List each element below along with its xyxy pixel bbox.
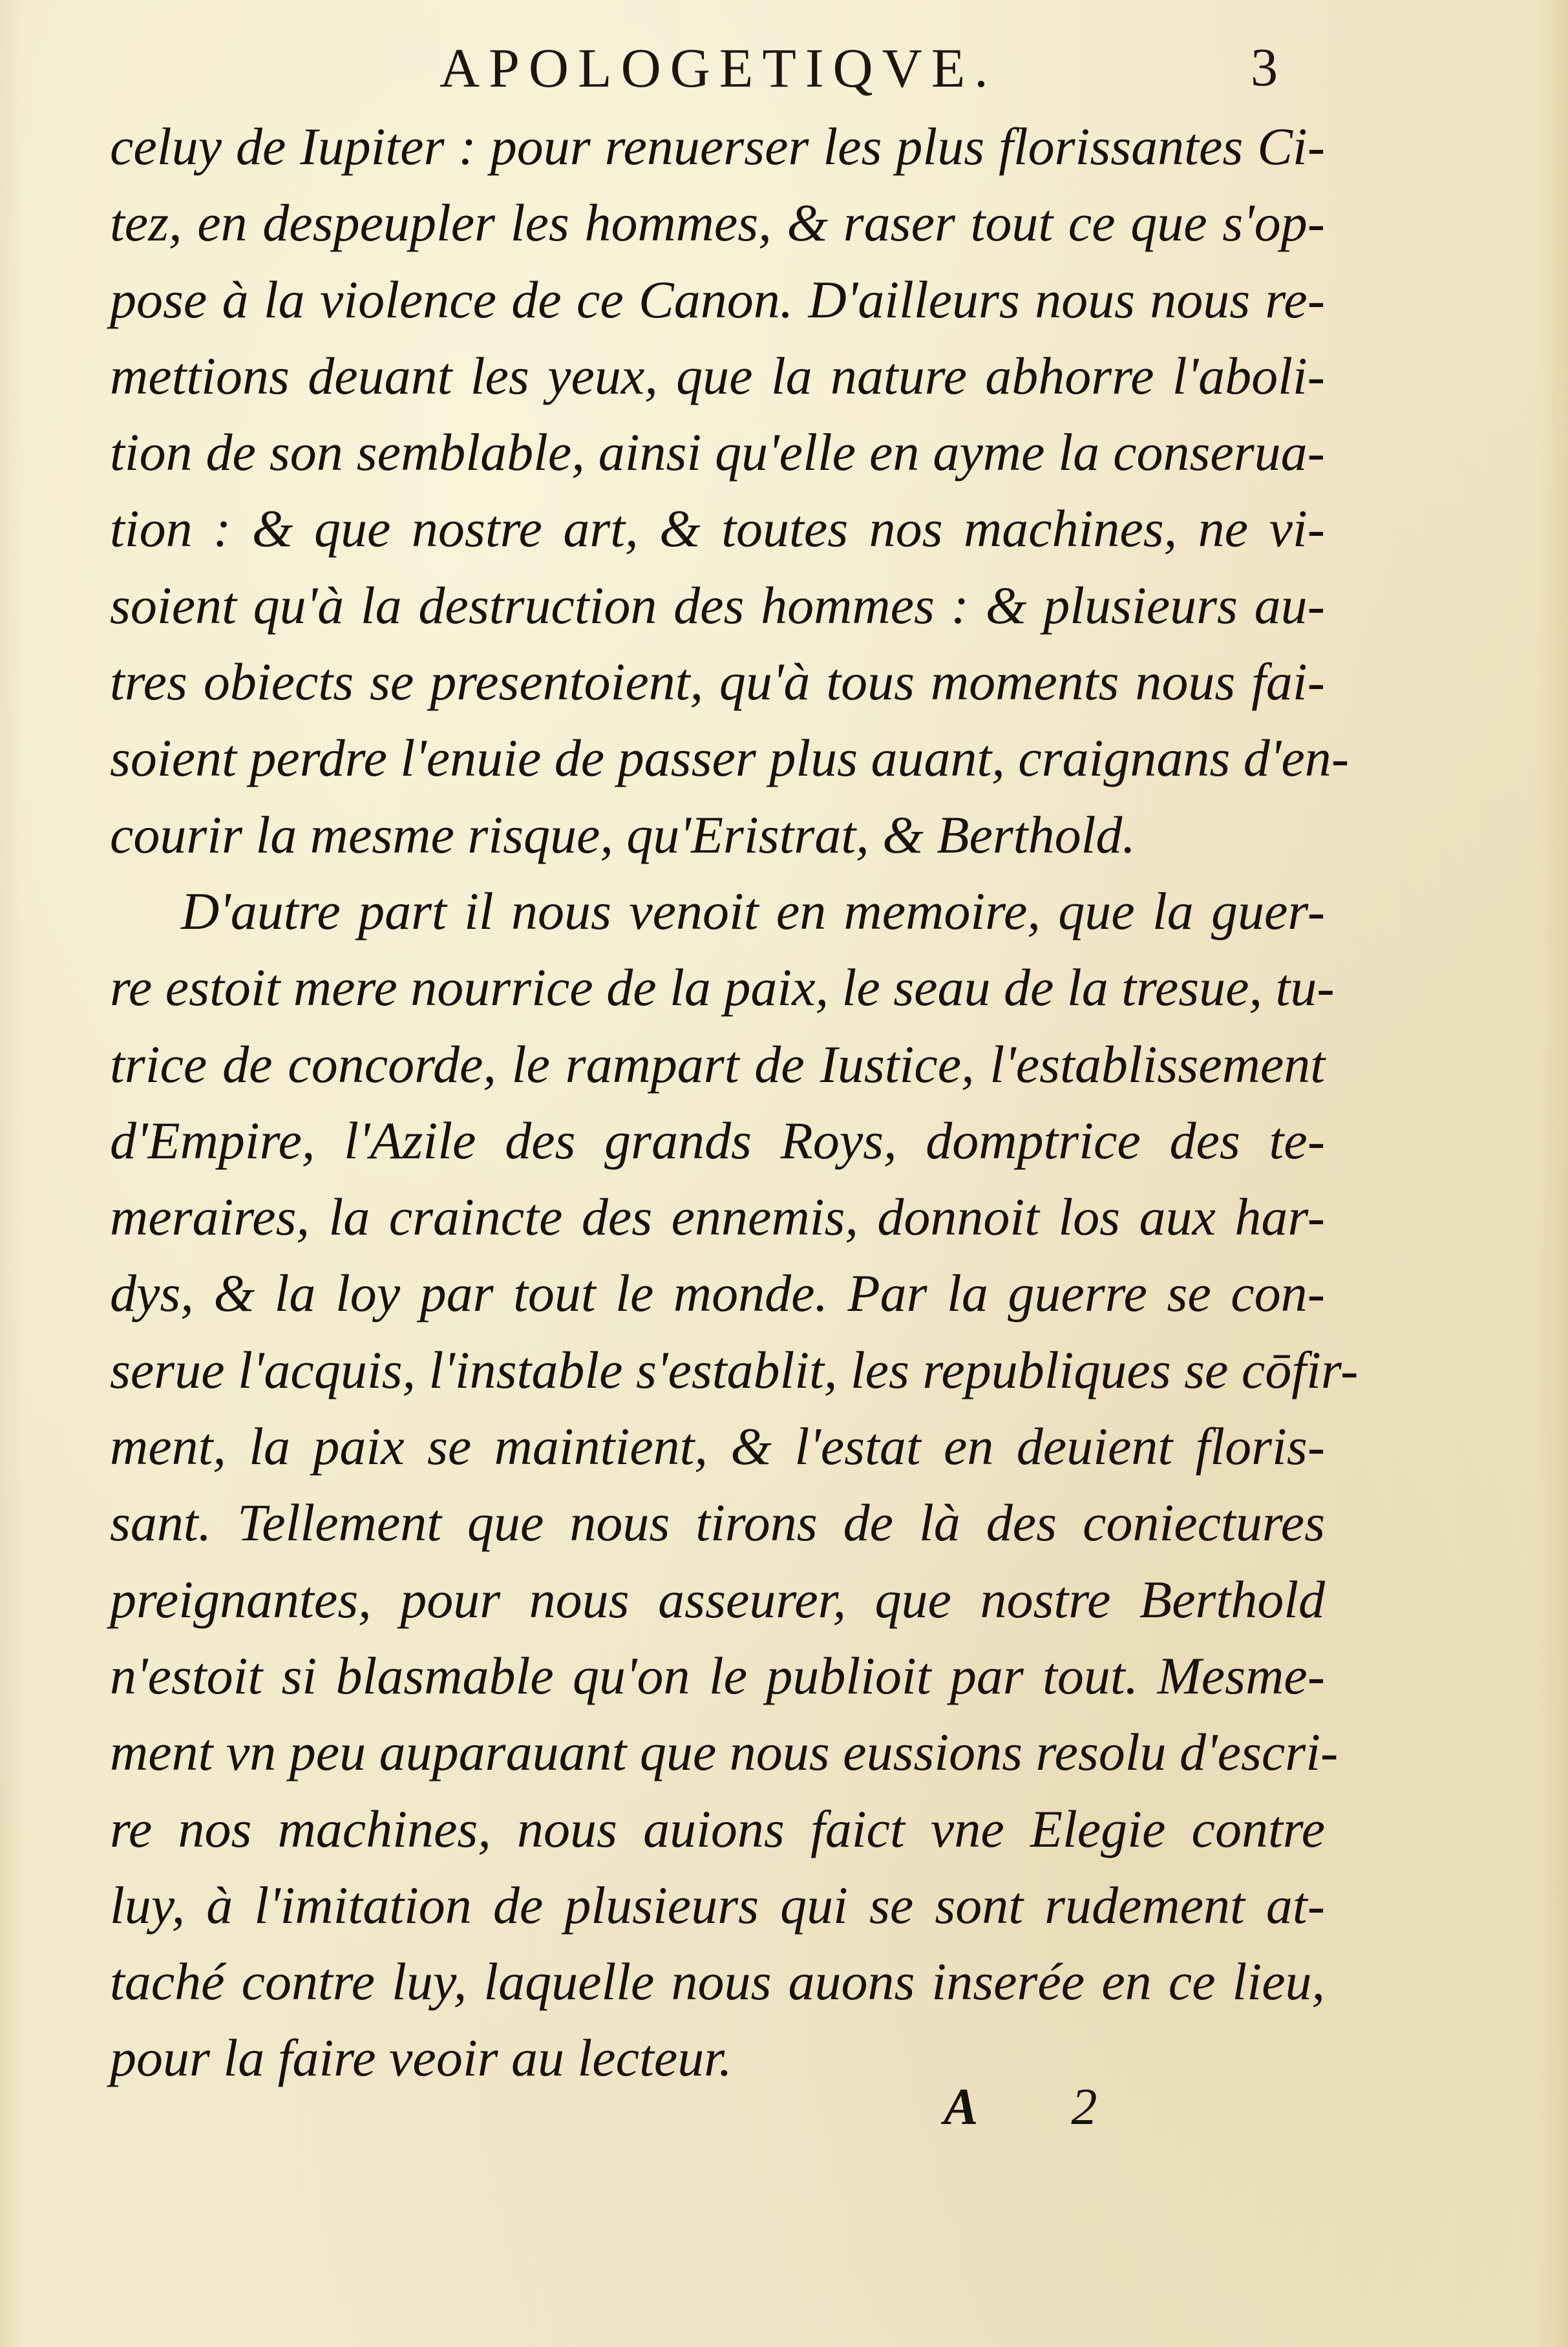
text-line: re nos machines, nous auions faict vne Elegie contre bbox=[110, 1799, 1325, 1858]
running-head bbox=[0, 32, 1568, 103]
text-line: pose à la violence de ce Canon. D'ailleurs nous nous re- bbox=[110, 270, 1325, 329]
paragraph-first-line: D'autre part il nous venoit en memoire, que la guer- bbox=[181, 881, 1325, 940]
text-line: tres obiects se presentoient, qu'à tous moments nous fai- bbox=[110, 652, 1325, 712]
text-line: serue l'acquis, l'instable s'establit, les republiques se cōfir- bbox=[110, 1340, 1359, 1399]
text-line: re estoit mere nourrice de la paix, le seau de la tresue, tu- bbox=[110, 958, 1335, 1017]
text-line: soient perdre l'enuie de passer plus auant, craignans d'en- bbox=[110, 728, 1350, 788]
text-line: soient qu'à la destruction des hommes : & plusieurs au- bbox=[110, 575, 1325, 635]
text-line: n'estoit si blasmable qu'on le publioit par tout. Mesme- bbox=[110, 1646, 1325, 1705]
text-line: trice de concorde, le rampart de Iustice, l'establissement bbox=[110, 1034, 1325, 1094]
text-line: mettions deuant les yeux, que la nature abhorre l'aboli- bbox=[110, 346, 1325, 405]
text-line: courir la mesme risque, qu'Eristrat, & Berthold. bbox=[110, 805, 1136, 864]
text-line: tez, en despeupler les hommes, & raser tout ce que s'op- bbox=[110, 193, 1325, 253]
text-line: taché contre luy, laquelle nous auons inserée en ce lieu, bbox=[110, 1952, 1325, 2012]
text-line: tion : & que nostre art, & toutes nos machines, ne vi- bbox=[110, 499, 1325, 558]
page-number: 3 bbox=[1251, 37, 1278, 98]
text-line: pour la faire veoir au lecteur. bbox=[110, 2028, 732, 2088]
running-title: APOLOGETIQVE. bbox=[440, 37, 997, 99]
text-line: sant. Tellement que nous tirons de là des coniectures bbox=[110, 1493, 1325, 1553]
text-line: dys, & la loy par tout le monde. Par la guerre se con- bbox=[110, 1264, 1325, 1323]
text-line: luy, à l'imitation de plusieurs qui se sont rudement at- bbox=[110, 1875, 1325, 1935]
text-line: celuy de Iupiter : pour renuerser les plus florissantes Ci- bbox=[110, 117, 1325, 176]
text-line: d'Empire, l'Azile des grands Roys, domptrice des te- bbox=[110, 1110, 1325, 1170]
signature-mark bbox=[944, 2075, 1098, 2140]
text-line: preignantes, pour nous asseurer, que nostre Berthold bbox=[110, 1569, 1325, 1629]
body-text bbox=[110, 109, 1359, 2097]
text-line: meraires, la craincte des ennemis, donnoit los aux har- bbox=[110, 1187, 1325, 1247]
signature-number: 2 bbox=[1071, 2079, 1099, 2136]
signature-letter: A bbox=[944, 2079, 980, 2136]
text-line: tion de son semblable, ainsi qu'elle en ayme la conserua- bbox=[110, 423, 1325, 482]
text-line: ment, la paix se maintient, & l'estat en deuient floris- bbox=[110, 1417, 1325, 1476]
text-line: ment vn peu auparauant que nous eussions resolu d'escri- bbox=[110, 1723, 1339, 1782]
